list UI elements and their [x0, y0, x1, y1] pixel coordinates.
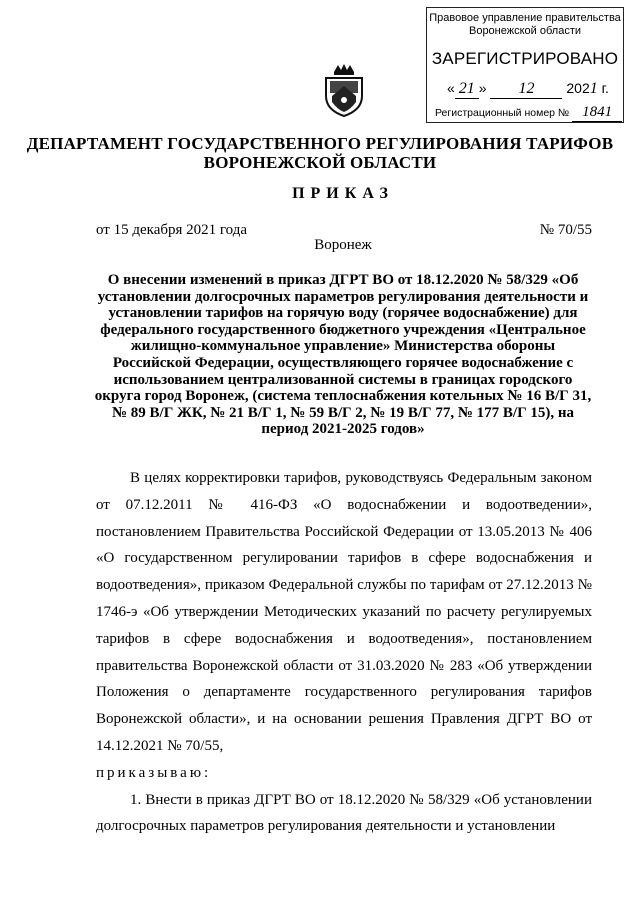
stamp-reg-number-line — [435, 104, 622, 122]
decree-line: приказываю: — [96, 764, 212, 781]
stamp-reg-label: Регистрационный номер № — [435, 107, 570, 119]
department-title: ДЕПАРТАМЕНТ ГОСУДАРСТВЕННОГО РЕГУЛИРОВАНИЯ ТАРИФОВ ВОРОНЕЖСКОЙ ОБЛАСТИ — [26, 134, 614, 172]
order-date: от 15 декабря 2021 года — [96, 222, 248, 238]
stamp-reg-number: 1841 — [572, 104, 622, 122]
stamp-date-year-suffix: 1 — [589, 80, 598, 97]
order-body — [96, 465, 592, 840]
order-city: Воронеж — [314, 237, 372, 253]
stamp-date-month: 12 — [490, 80, 562, 99]
order-number: № 70/55 — [539, 222, 592, 238]
stamp-date-year-prefix: 202 — [566, 80, 590, 96]
stamp-registered-label: ЗАРЕГИСТРИРОВАНО — [431, 49, 619, 68]
order-subject: О внесении изменений в приказ ДГРТ ВО от 18.12.2020 № 58/329 «Об установлении долгосрочных параметров регулирования деятельности и установлении тарифов на горячую воду (горячее водоснабжение) для федерального государственного бюджетного учреждения «Центральное жилищно-коммунальное управление» Министерства обороны Российской Федерации, осуществляющего горячее водоснабжение с использованием централизованной системы в границах городского округа город Воронеж, (система теплоснабжения котельных № 16 В/Г 31, № 89 В/Г ЖК, № 21 В/Г 1, № 59 В/Г 2, № 19 В/Г 77, № 177 В/Г 15), на период 2021-2025 годов» — [94, 272, 592, 438]
item-1-paragraph: 1. Внести в приказ ДГРТ ВО от 18.12.2020 № 58/329 «Об установлении долгосрочных параметров регулирования деятельности и установлении — [96, 791, 592, 835]
stamp-date-day: 21 — [455, 80, 479, 99]
stamp-organization: Правовое управление правительства Воронежской области — [429, 12, 621, 37]
order-title: ПРИКАЗ — [292, 185, 394, 202]
preamble-paragraph: В целях корректировки тарифов, руководствуясь Федеральным законом от 07.12.2011 № 416-ФЗ «О водоснабжении и водоотведении», постановлением Правительства Российской Федерации от 13.05.2013 № 406 «О государственном регулировании тарифов в сфере водоснабжения и водоотведения», приказом Федеральной службы по тарифам от 27.12.2013 № 1746-э «Об утверждении Методических указаний по расчету регулируемых тарифов в сфере водоснабжения и водоотведения», постановлением правительства Воронежской области от 31.03.2020 № 283 «Об утверждении Положения о департаменте государственного регулирования тарифов Воронежской области», и на основании решения Правления ДГРТ ВО от 14.12.2021 № 70/55, — [96, 470, 592, 754]
stamp-date-g: г. — [601, 80, 609, 96]
registration-stamp — [426, 7, 624, 123]
stamp-date: « 21 » 12 2021 г. — [447, 80, 609, 97]
coat-of-arms-icon — [322, 62, 366, 118]
